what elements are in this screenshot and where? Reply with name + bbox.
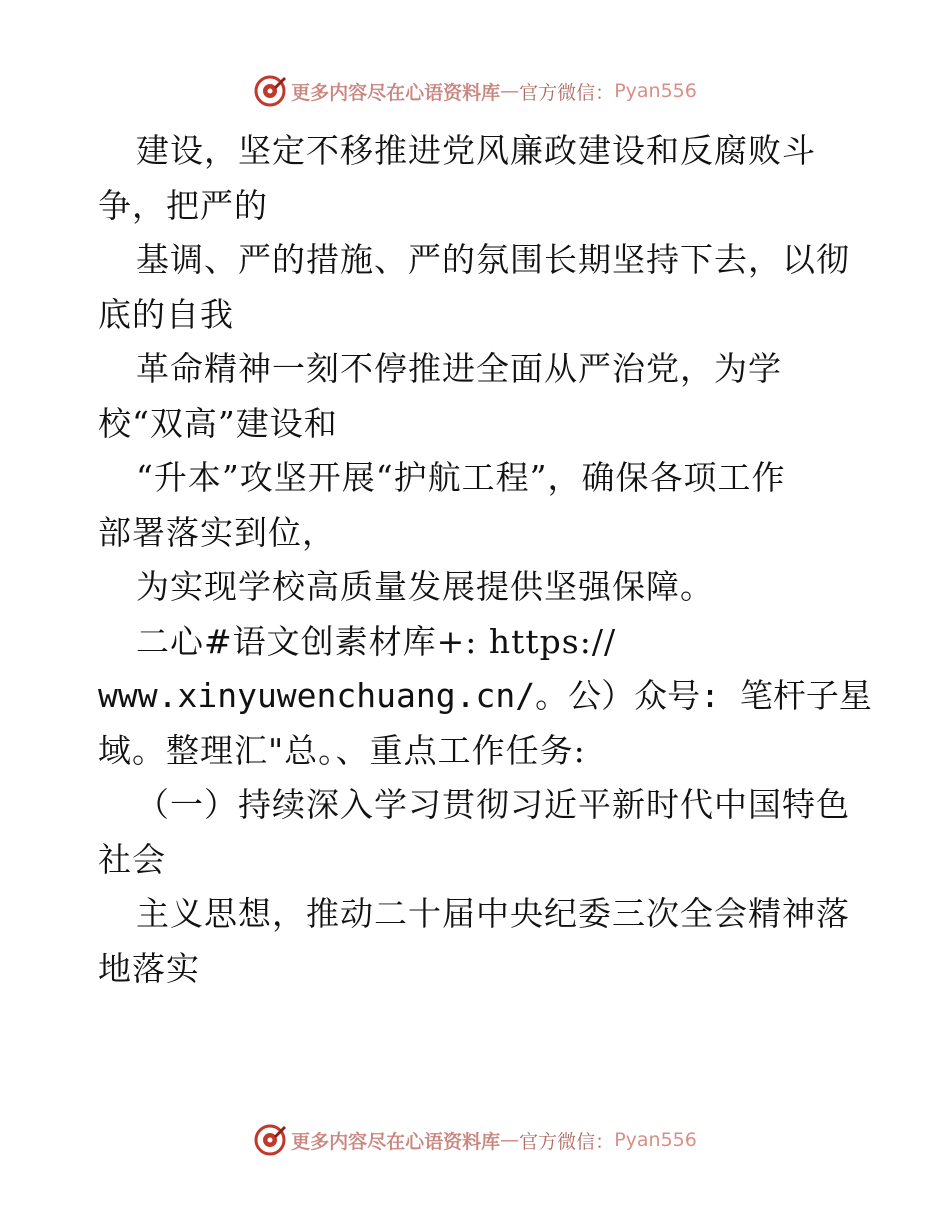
pen-logo-icon	[253, 74, 287, 108]
body-line: （一）持续深入学习贯彻习近平新时代中国特色	[136, 785, 850, 824]
body-line: 社会	[98, 839, 166, 879]
body-line: “升本”攻坚开展“护航工程”，确保各项工作	[136, 458, 786, 497]
banner-separator: —	[500, 1129, 520, 1151]
pen-logo-icon	[253, 1123, 287, 1157]
banner-separator: —	[500, 80, 520, 102]
body-line: 主义思想，推动二十届中央纪委三次全会精神落	[136, 894, 850, 933]
footer-banner	[0, 1120, 950, 1160]
body-line: 革命精神一刻不停推进全面从严治党，为学	[136, 349, 782, 388]
body-line: 为实现学校高质量发展提供坚强保障。	[136, 567, 714, 606]
body-line: 校“双高”建设和	[98, 403, 338, 443]
body-line: 建设，坚定不移推进党风廉政建设和反腐败斗	[136, 131, 816, 170]
banner-wechat-label: 官方微信：	[519, 81, 615, 104]
banner-wechat-id: Pyan556	[614, 80, 697, 102]
body-line: 部署落实到位，	[98, 512, 336, 552]
document-body	[98, 124, 888, 996]
body-line: 域。整理汇"总。、重点工作任务:	[98, 730, 586, 770]
body-line: 基调、严的措施、严的氛围长期坚持下去，以彻	[136, 240, 850, 279]
body-line: 底的自我	[98, 294, 234, 334]
body-line: 争，把严的	[98, 185, 268, 225]
banner-title: 更多内容尽在心语资料库	[291, 1130, 501, 1153]
body-line: 地落实	[98, 948, 200, 988]
body-line: 二心#语文创素材库+: https://	[136, 621, 617, 661]
banner-title: 更多内容尽在心语资料库	[291, 81, 501, 104]
banner-wechat-label: 官方微信：	[519, 1130, 615, 1153]
banner-wechat-id: Pyan556	[614, 1129, 697, 1151]
header-banner	[0, 71, 950, 111]
body-line: www.xinyuwenchuang.cn/。公）众号: 笔杆子星	[98, 676, 872, 715]
